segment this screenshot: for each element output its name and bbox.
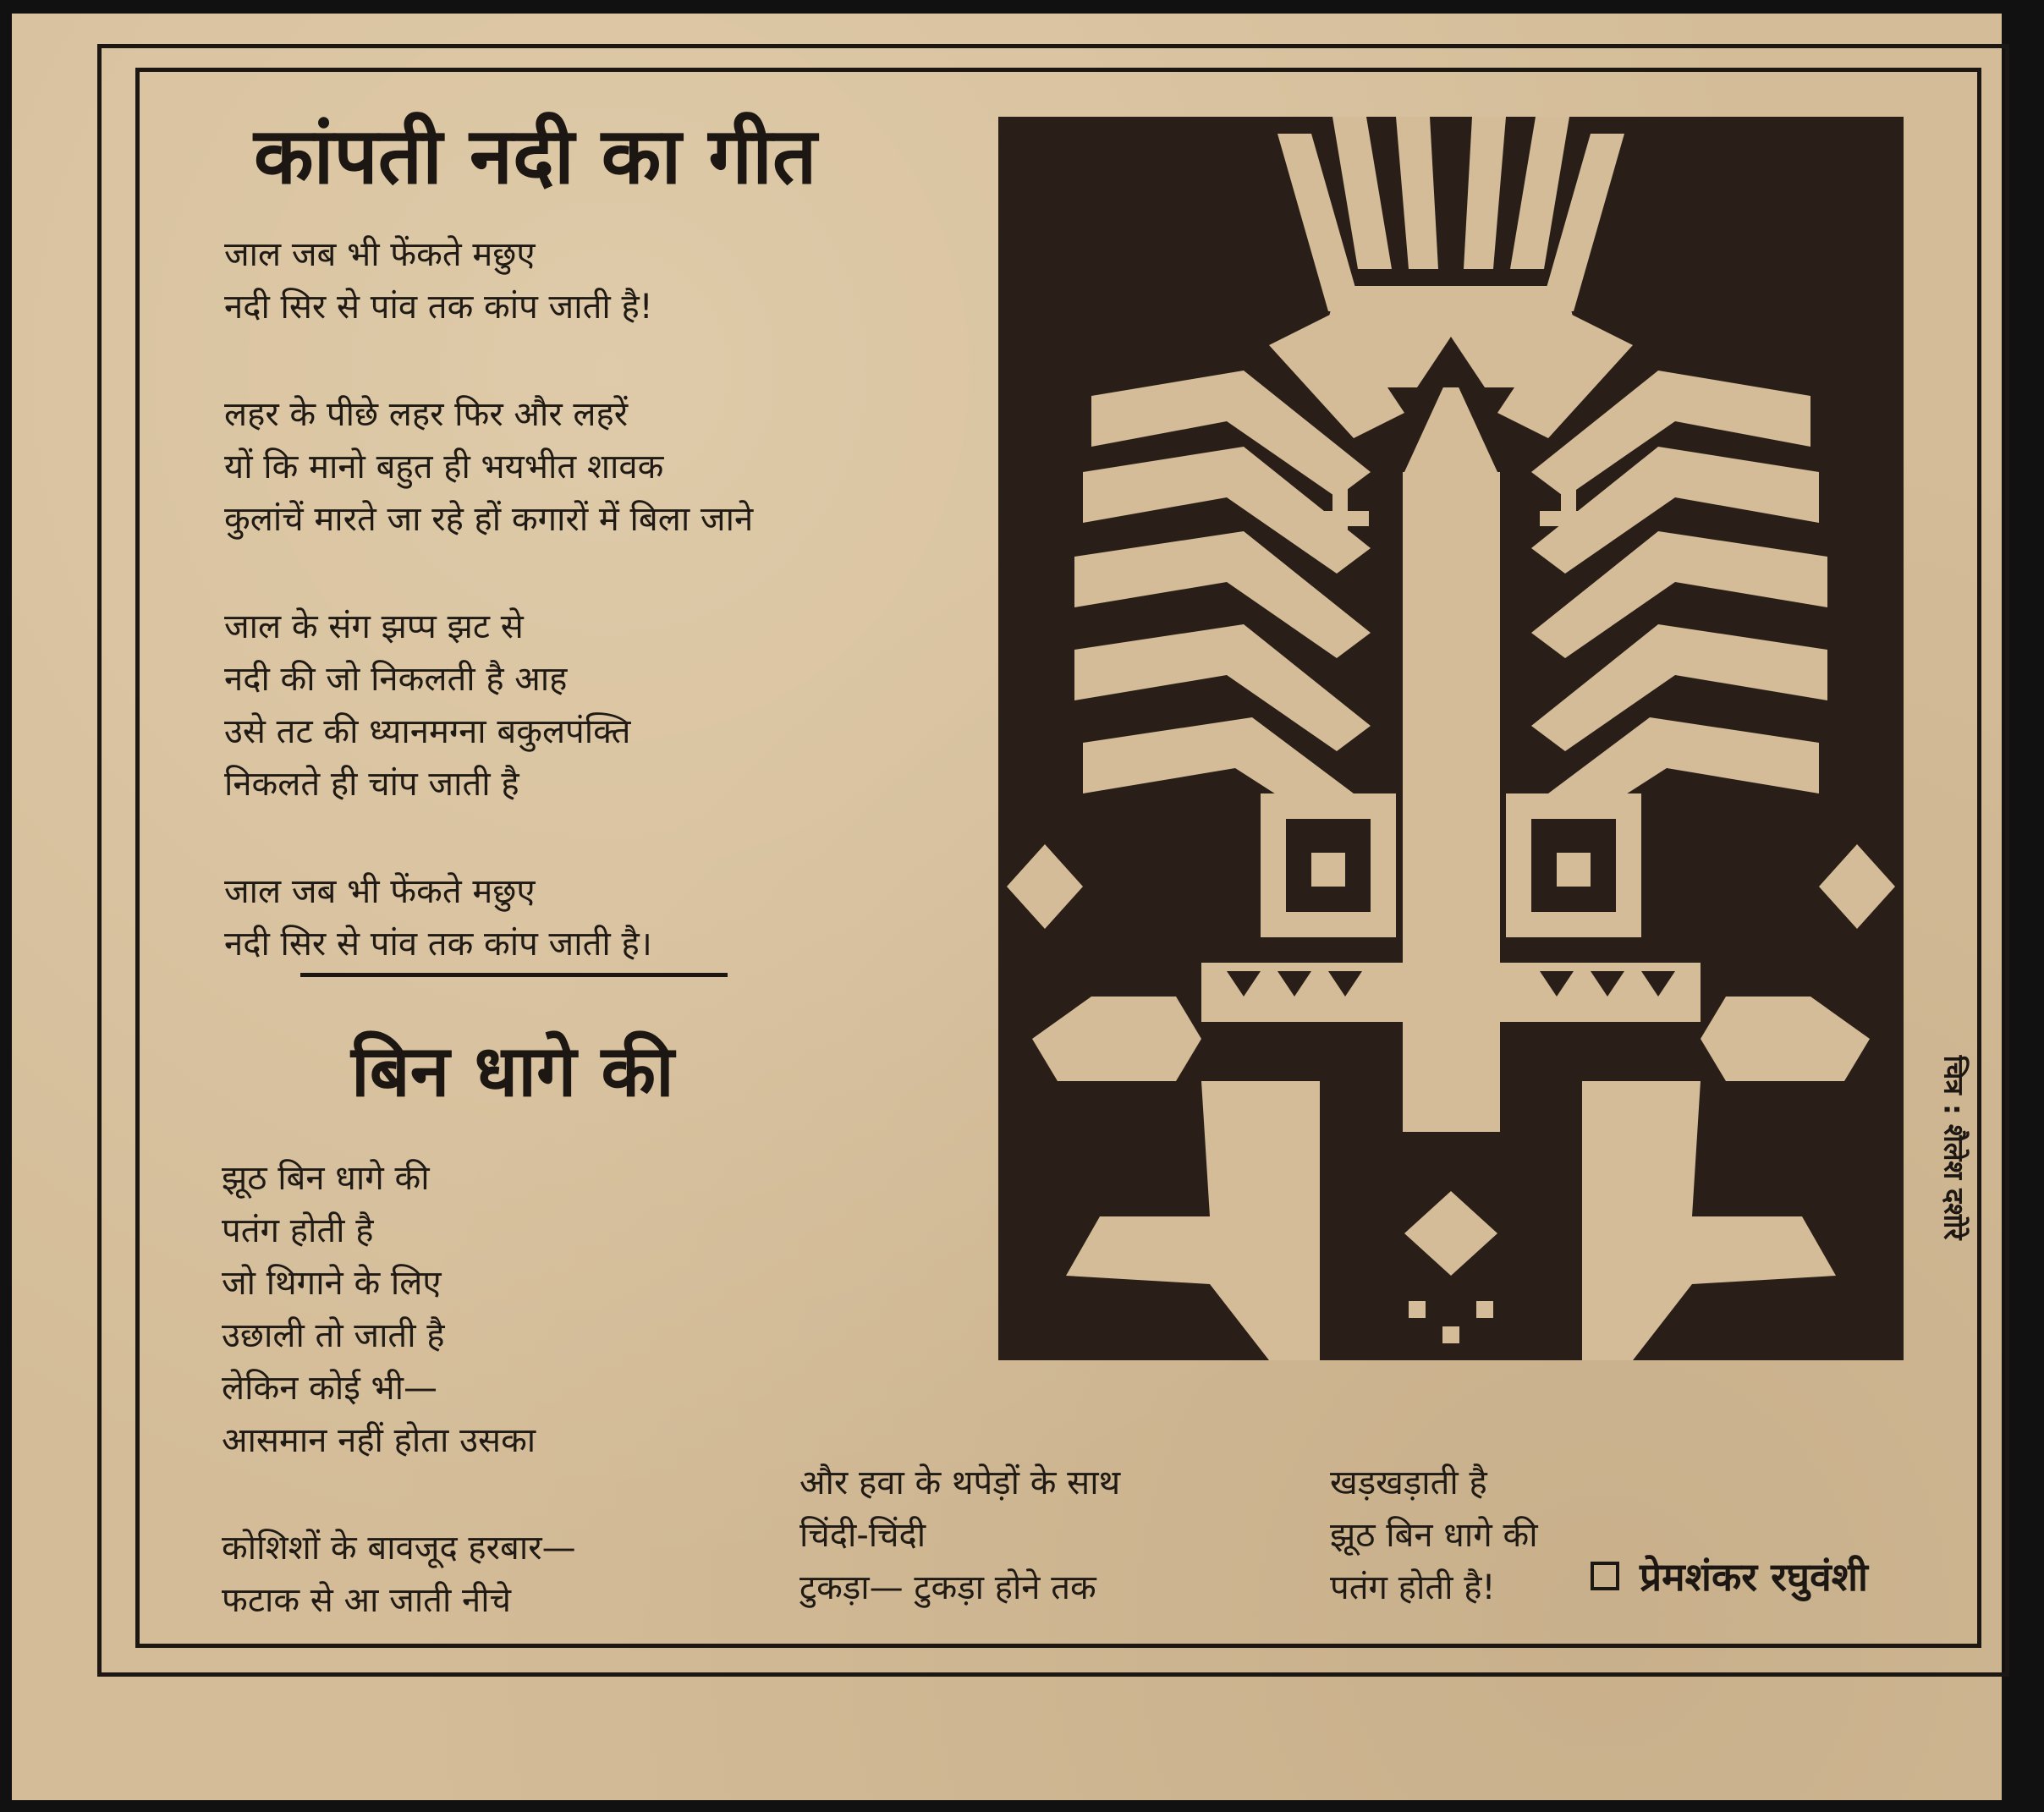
section-divider — [300, 973, 728, 977]
poem-line: जाल के संग झप्प झट से — [224, 607, 524, 646]
poem-line: जाल जब भी फेंकते मछुए — [224, 235, 536, 274]
poem-line: पतंग होती है — [222, 1211, 374, 1250]
author-name: प्रेमशंकर रघुवंशी — [1640, 1554, 1868, 1600]
credit-text: चित्र : शैलेश दशोरे — [1937, 1055, 1970, 1240]
poem-line: जाल जब भी फेंकते मछुए — [224, 872, 536, 911]
poem-line: आसमान नहीं होता उसका — [222, 1421, 536, 1460]
poem-line: फटाक से आ जाती नीचे — [222, 1581, 512, 1620]
poem-line: टुकड़ा— टुकड़ा होने तक — [799, 1568, 1096, 1607]
poem1-title: कांपती नदी का गीत — [254, 111, 817, 201]
poem-line: और हवा के थपेड़ों के साथ — [799, 1463, 1121, 1502]
poem-line: झूठ बिन धागे की — [222, 1159, 430, 1198]
poem-line: नदी सिर से पांव तक कांप जाती है! — [224, 288, 653, 327]
poem2-column-2 — [799, 1457, 1120, 1614]
poem-line: कुलांचें मारते जा रहे हों कगारों में बिला जाने — [224, 500, 754, 539]
poem-line: यों कि मानो बहुत ही भयभीत शावक — [224, 448, 664, 486]
poem2-column-3 — [1330, 1457, 1538, 1614]
poem1-body — [224, 228, 753, 970]
stanza-break — [224, 546, 753, 601]
poem-line: नदी की जो निकलती है आह — [224, 660, 568, 699]
poem-line: खड़खड़ाती है — [1330, 1463, 1487, 1502]
stanza-break — [224, 810, 753, 865]
poem-line: पतंग होती है! — [1330, 1568, 1496, 1607]
poem2-column-1 — [222, 1152, 576, 1627]
poem-line: उसे तट की ध्यानमग्ना बकुलपंक्ति — [224, 712, 631, 751]
illustration-credit — [1920, 994, 1971, 1315]
poem-line: नदी सिर से पांव तक कांप जाती है। — [224, 925, 652, 964]
illustration — [998, 117, 1904, 1360]
poem-line: लेकिन कोई भी— — [222, 1369, 438, 1408]
poem-line: निकलते ही चांप जाती है — [224, 765, 519, 804]
figure-shapes — [1007, 117, 1895, 1360]
stanza-break — [224, 333, 753, 388]
tribal-figure-artwork — [998, 117, 1904, 1360]
poem-line: उछाली तो जाती है — [222, 1316, 445, 1355]
author-signature — [1591, 1550, 1868, 1602]
poem-line: लहर के पीछे लहर फिर और लहरें — [224, 395, 629, 434]
poem-line: चिंदी-चिंदी — [799, 1516, 926, 1555]
poem2-title: बिन धागे की — [351, 1030, 674, 1112]
poem-line: कोशिशों के बावजूद हरबार— — [222, 1529, 576, 1568]
stanza-break — [222, 1467, 576, 1522]
poem-line: जो थिगाने के लिए — [222, 1264, 442, 1303]
poem-line: झूठ बिन धागे की — [1330, 1516, 1538, 1555]
signature-box-icon — [1591, 1562, 1619, 1590]
